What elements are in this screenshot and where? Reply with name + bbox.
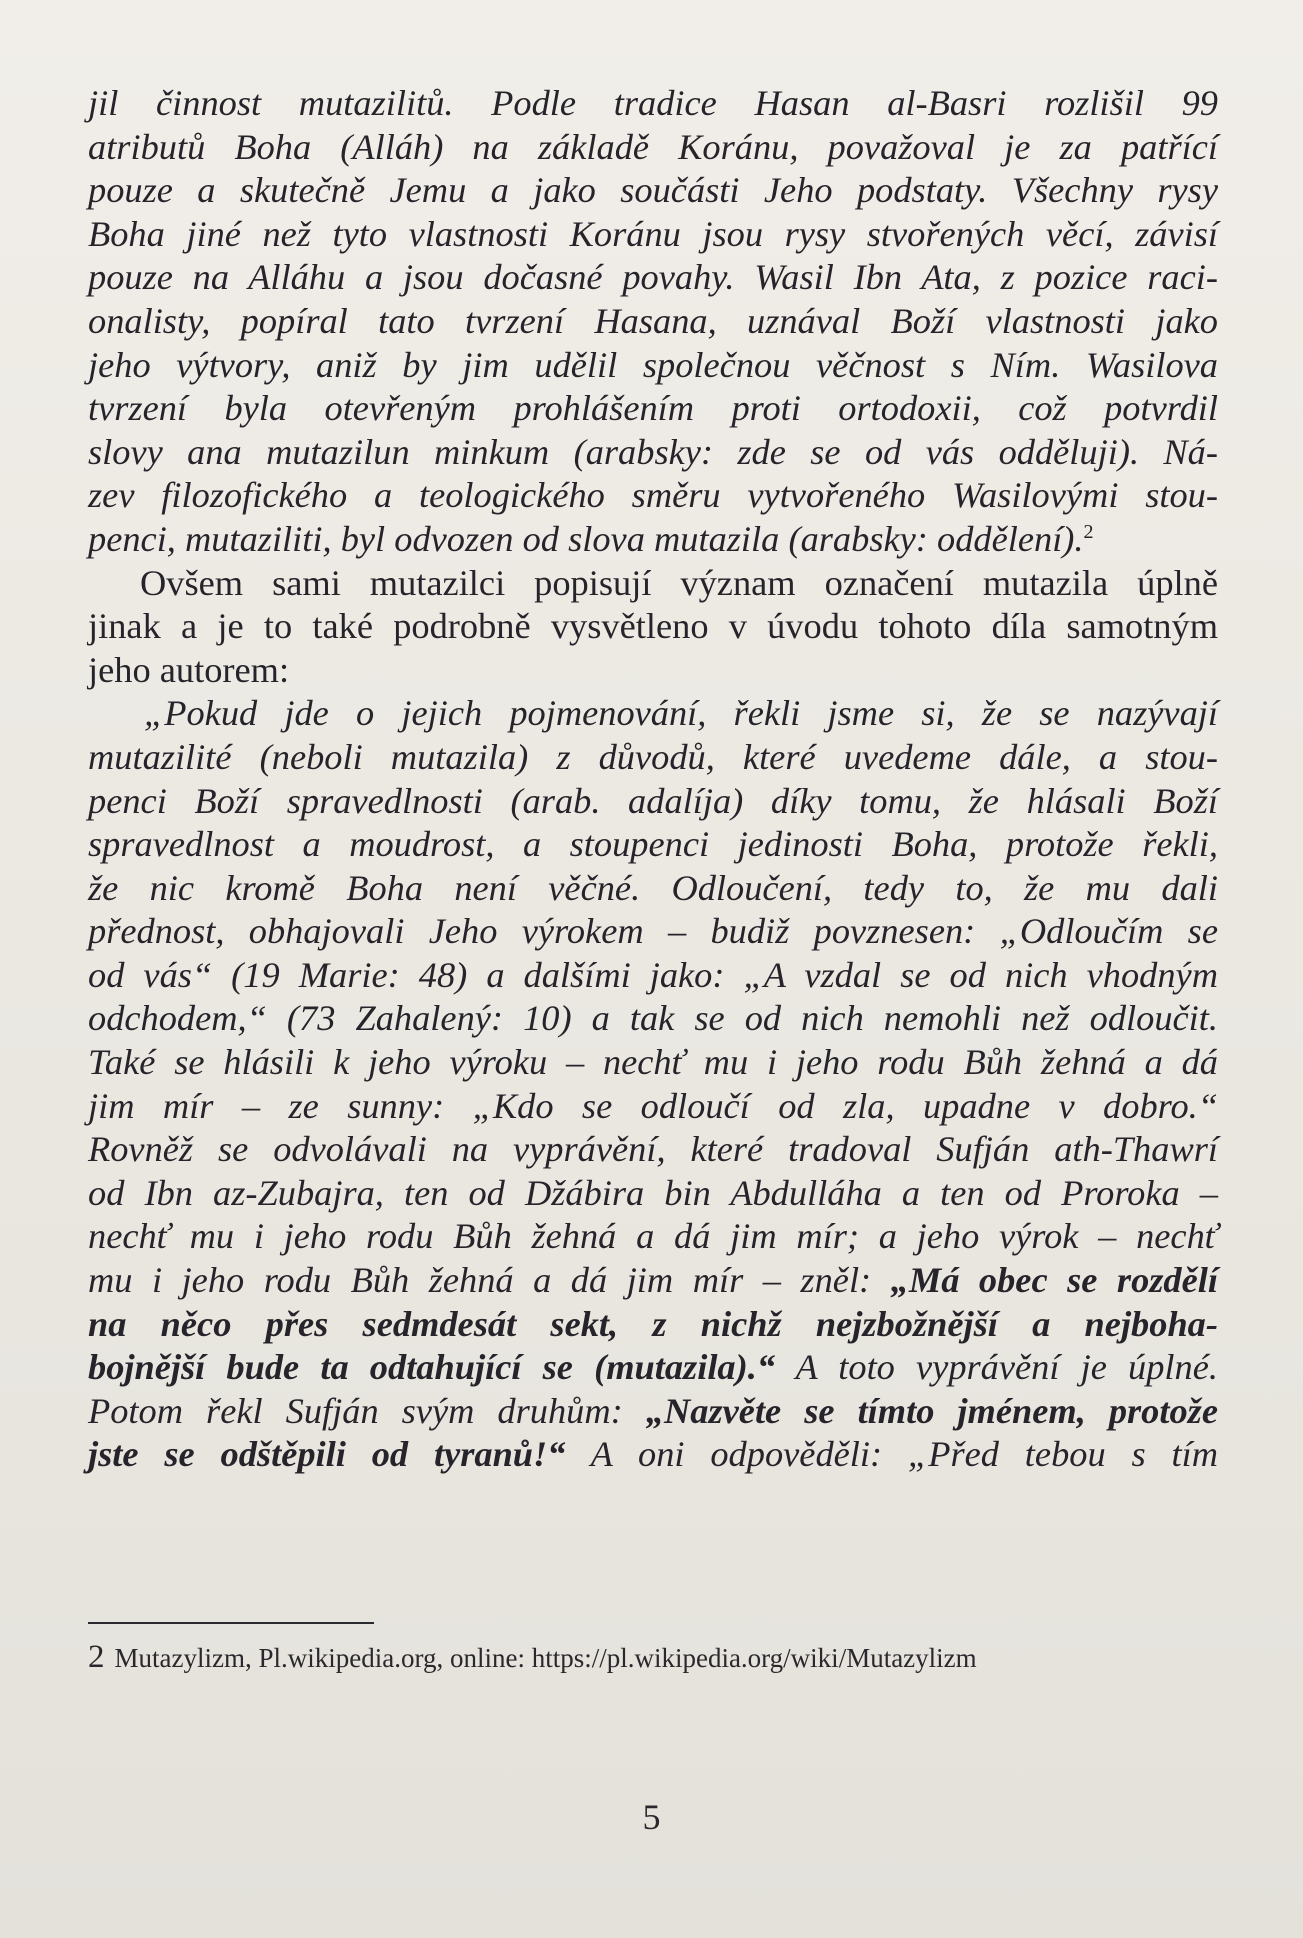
text-segment: Také se hlásili k jeho výroku – nechť mu i jeho rodu Bůh žehná a dá: [88, 1042, 1218, 1083]
text-line: [88, 344, 1218, 388]
text-segment: Rovněž se odvolávali na vyprávění, které tradoval Sufján ath-Thawrí: [88, 1129, 1218, 1170]
footnote-reference: 2: [1083, 520, 1094, 543]
text-line: [88, 474, 1218, 518]
text-segment: penci Boží spravedlnosti (arab. adalíja) díky tomu, že hlásali Boží: [88, 780, 1218, 821]
text-line: [88, 300, 1218, 344]
footnote: [88, 1640, 1188, 1675]
text-segment: jeho autorem:: [88, 649, 290, 690]
text-segment: jinak a je to také podrobně vysvětleno v úvodu tohoto díla samotným: [88, 606, 1218, 647]
text-segment: bojnější bude ta odtahující se (mutazila).“: [88, 1347, 776, 1388]
text-line: [88, 1390, 1218, 1434]
text-line: [88, 82, 1218, 126]
text-segment: Ovšem sami mutazilci popisují význam označení mutazila úplně: [140, 562, 1218, 603]
text-line: [88, 867, 1218, 911]
text-segment: A toto vyprávění je úplné.: [775, 1347, 1218, 1388]
text-segment: jim mír – ze sunny: „Kdo se odloučí od zla, upadne v dobro.“: [88, 1085, 1218, 1126]
text-segment: mutazilité (neboli mutazila) z důvodů, které uvedeme dále, a stou-: [88, 736, 1218, 777]
text-segment: pouze a skutečně Jemu a jako součásti Jeho podstaty. Všechny rysy: [88, 170, 1218, 211]
text-line: [88, 1041, 1218, 1085]
text-segment: atributů Boha (Alláh) na základě Koránu, považoval je za patřící: [88, 126, 1218, 167]
text-segment: jil činnost mutazilitů. Podle tradice Hasan al-Basri rozlišil 99: [88, 83, 1218, 123]
text-segment: nechť mu i jeho rodu Bůh žehná a dá jim mír; a jeho výrok – nechť: [88, 1216, 1218, 1257]
text-segment: tvrzení byla otevřeným prohlášením proti ortodoxii, což potvrdil: [88, 388, 1218, 429]
footnote-number: 2: [88, 1639, 105, 1675]
text-segment: přednost, obhajovali Jeho výrokem – budiž povznesen: „Odloučím se: [88, 911, 1218, 952]
text-segment: penci, mutaziliti, byl odvozen od slova mutazila (arabsky: oddělení).: [88, 518, 1084, 559]
body-text: [88, 82, 1218, 1477]
footnote-separator: [88, 1622, 374, 1624]
text-segment: Boha jiné než tyto vlastnosti Koránu jsou rysy stvořených věcí, závisí: [88, 213, 1218, 254]
text-segment: od vás“ (19 Marie: 48) a dalšími jako: „A vzdal se od nich vhodným: [88, 954, 1218, 995]
text-line: [88, 1303, 1218, 1347]
page-number: 5: [642, 1797, 661, 1837]
text-line: [88, 692, 1218, 736]
text-line: [88, 1346, 1218, 1390]
text-segment: Potom řekl Sufján svým druhům:: [88, 1390, 646, 1431]
text-segment: „Nazvěte se tímto jménem, protože: [645, 1390, 1218, 1431]
text-line: [88, 823, 1218, 867]
text-line: [88, 562, 1218, 606]
text-segment: spravedlnost a moudrost, a stoupenci jedinosti Boha, protože řekli,: [88, 824, 1218, 865]
text-line: [88, 910, 1218, 954]
text-line: [88, 1085, 1218, 1129]
text-segment: jeho výtvory, aniž by jim udělil společnou věčnost s Ním. Wasilova: [88, 344, 1218, 385]
text-line: [88, 605, 1218, 649]
text-segment: od Ibn az-Zubajra, ten od Džábira bin Abdulláha a ten od Proroka –: [88, 1172, 1218, 1213]
text-line: [88, 736, 1218, 780]
text-segment: „Má obec se rozdělí: [890, 1260, 1218, 1301]
text-line: [88, 1259, 1218, 1303]
text-segment: zev filozofického a teologického směru vytvořeného Wasilovými stou-: [88, 475, 1218, 516]
text-line: [88, 256, 1218, 300]
footnote-text: Mutazylizm, Pl.wikipedia.org, online: https://pl.wikipedia.org/wiki/Mutazylizm: [114, 1643, 977, 1673]
text-line: [88, 518, 1218, 562]
text-line: [88, 169, 1218, 213]
text-segment: A oni odpověděli: „Před tebou s tím: [565, 1434, 1218, 1475]
text-line: [88, 1215, 1218, 1259]
text-segment: slovy ana mutazilun minkum (arabsky: zde se od vás odděluji). Ná-: [88, 431, 1218, 472]
text-line: [88, 997, 1218, 1041]
text-segment: odchodem,“ (73 Zahalený: 10) a tak se od nich nemohli než odloučit.: [88, 998, 1218, 1039]
text-segment: mu i jeho rodu Bůh žehná a dá jim mír – zněl:: [88, 1260, 891, 1301]
text-segment: onalisty, popíral tato tvrzení Hasana, uznával Boží vlastnosti jako: [88, 300, 1218, 341]
text-line: [88, 431, 1218, 475]
text-segment: „Pokud jde o jejich pojmenování, řekli jsme si, že se nazývají: [144, 693, 1218, 734]
text-segment: jste se odštěpili od tyranů!“: [88, 1434, 566, 1475]
text-line: [88, 387, 1218, 431]
text-segment: na něco přes sedmdesát sekt, z nichž nejzbožnější a nejboha-: [88, 1303, 1218, 1344]
text-line: [88, 954, 1218, 998]
text-segment: že nic kromě Boha není věčné. Odloučení, tedy to, že mu dali: [88, 867, 1218, 908]
text-line: [88, 1433, 1218, 1477]
text-line: [88, 780, 1218, 824]
text-line: [88, 1172, 1218, 1216]
text-line: [88, 126, 1218, 170]
text-line: [88, 649, 1218, 693]
text-segment: pouze na Alláhu a jsou dočasné povahy. Wasil Ibn Ata, z pozice raci-: [88, 257, 1218, 298]
text-line: [88, 213, 1218, 257]
text-line: [88, 1128, 1218, 1172]
